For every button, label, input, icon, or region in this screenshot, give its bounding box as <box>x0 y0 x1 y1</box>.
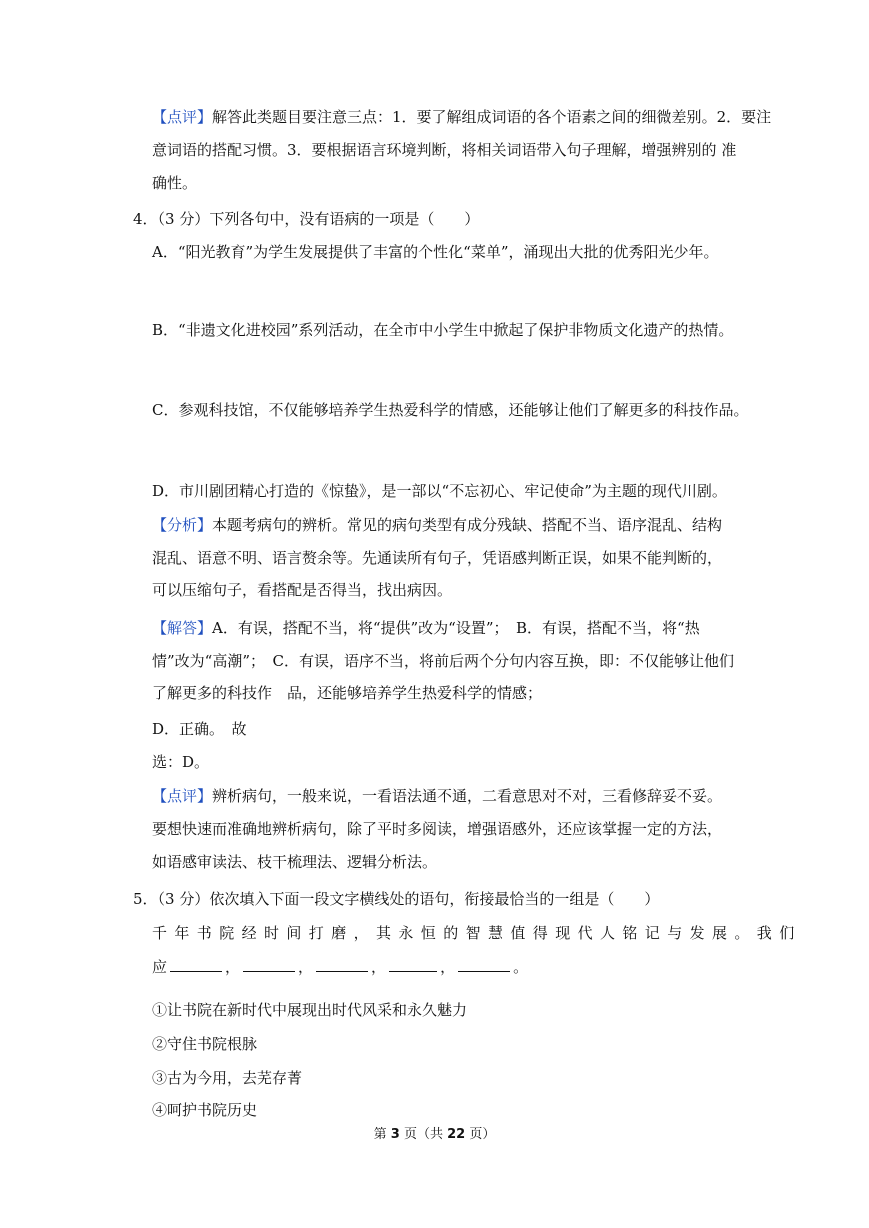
analysis-text: 本题考病句的辨析。常见的病句类型有成分残缺、搭配不当、语序混乱、结构 <box>212 516 723 534</box>
question-5-passage-line-1: 千年书院经时间打磨，其永恒的智慧值得现代人铭记与发展。我们 <box>152 924 802 942</box>
fill-blank-1 <box>170 957 222 972</box>
question-4-option-b: B．“非遗文化进校园”系列活动，在全市中小学生中掀起了保护非物质文化遗产的热情。 <box>152 321 734 339</box>
answer-line-5: 选：D。 <box>152 753 210 771</box>
footer-total-pages: 22 <box>447 1127 466 1142</box>
question-4-option-a: A．“阳光教育”为学生发展提供了丰富的个性化“菜单”，涌现出大批的优秀阳光少年。 <box>152 243 719 261</box>
analysis-line-2: 混乱、语意不明、语言赘余等。先通读所有句子，凭语感判断正误，如果不能判断的， <box>152 549 723 567</box>
question-4-option-c: C．参观科技馆，不仅能够培养学生热爱科学的情感，还能够让他们了解更多的科技作品。 <box>152 401 749 419</box>
question-4-option-d: D．市川剧团精心打造的《惊蛰》，是一部以“不忘初心、牢记使命”为主题的现代川剧。 <box>152 482 727 500</box>
comma: ， <box>371 958 387 976</box>
question-5-stem: 5．（3 分）依次填入下面一段文字横线处的语句，衔接最恰当的一组是（ ） <box>133 890 660 908</box>
answer-line-2: 情”改为“高潮”； C．有误，语序不当，将前后两个分句内容互换，即：不仅能够让他们 <box>152 652 734 670</box>
question-5-item-3: ③古为今用，去芜存菁 <box>152 1069 303 1087</box>
comment-line-3: 确性。 <box>152 174 198 192</box>
question-4-stem: 4．（3 分）下列各句中，没有语病的一项是（ ） <box>133 210 480 228</box>
comma: ， <box>440 958 456 976</box>
footer-page-number: 3 <box>390 1127 400 1142</box>
analysis-tag: 【分析】 <box>152 516 213 534</box>
question-5-passage-line-2 <box>152 957 528 977</box>
comment-text: 解答此类题目要注意三点：1．要了解组成词语的各个语素之间的细微差别。2．要注 <box>212 108 772 126</box>
comment-2-line-1 <box>152 786 722 806</box>
answer-line-3: 了解更多的科技作 品，还能够培养学生热爱科学的情感； <box>152 684 543 702</box>
analysis-line-1 <box>152 515 722 535</box>
fill-blank-3 <box>316 957 368 972</box>
comment-2-tag: 【点评】 <box>152 787 213 805</box>
comma: ， <box>225 958 241 976</box>
answer-line-1 <box>152 618 700 638</box>
answer-tag: 【解答】 <box>152 619 213 637</box>
fill-blank-5 <box>458 957 510 972</box>
question-5-item-4: ④呵护书院历史 <box>152 1101 258 1119</box>
period: 。 <box>513 958 529 976</box>
answer-text: A．有误，搭配不当，将“提供”改为“设置”； B．有误，搭配不当，将“热 <box>212 619 700 637</box>
fill-blank-2 <box>243 957 295 972</box>
fill-blank-4 <box>389 957 437 972</box>
question-5-item-2: ②守住书院根脉 <box>152 1035 258 1053</box>
question-5-item-1: ①让书院在新时代中展现出时代风采和永久魅力 <box>152 1001 468 1019</box>
analysis-line-3: 可以压缩句子，看搭配是否得当，找出病因。 <box>152 581 453 599</box>
comma: ， <box>298 958 314 976</box>
comment-tag: 【点评】 <box>152 108 213 126</box>
comment-line-1 <box>152 107 771 127</box>
footer-middle: 页（共 <box>399 1127 448 1142</box>
comment-2-line-2: 要想快速而准确地辨析病句，除了平时多阅读，增强语感外，还应该掌握一定的方法， <box>152 820 723 838</box>
comment-line-2: 意词语的搭配习惯。3．要根据语言环境判断，将相关词语带入句子理解，增强辨别的 准 <box>152 141 737 159</box>
answer-line-4: D．正确。 故 <box>152 720 247 738</box>
comment-2-line-3: 如语感审读法、枝干梳理法、逻辑分析法。 <box>152 853 438 871</box>
page-footer <box>0 1123 869 1142</box>
footer-prefix: 第 <box>373 1127 391 1142</box>
passage-start: 应 <box>152 958 168 976</box>
comment-2-text: 辨析病句，一般来说，一看语法通不通，二看意思对不对，三看修辞妥不妥。 <box>212 787 723 805</box>
footer-suffix: 页） <box>465 1127 496 1142</box>
